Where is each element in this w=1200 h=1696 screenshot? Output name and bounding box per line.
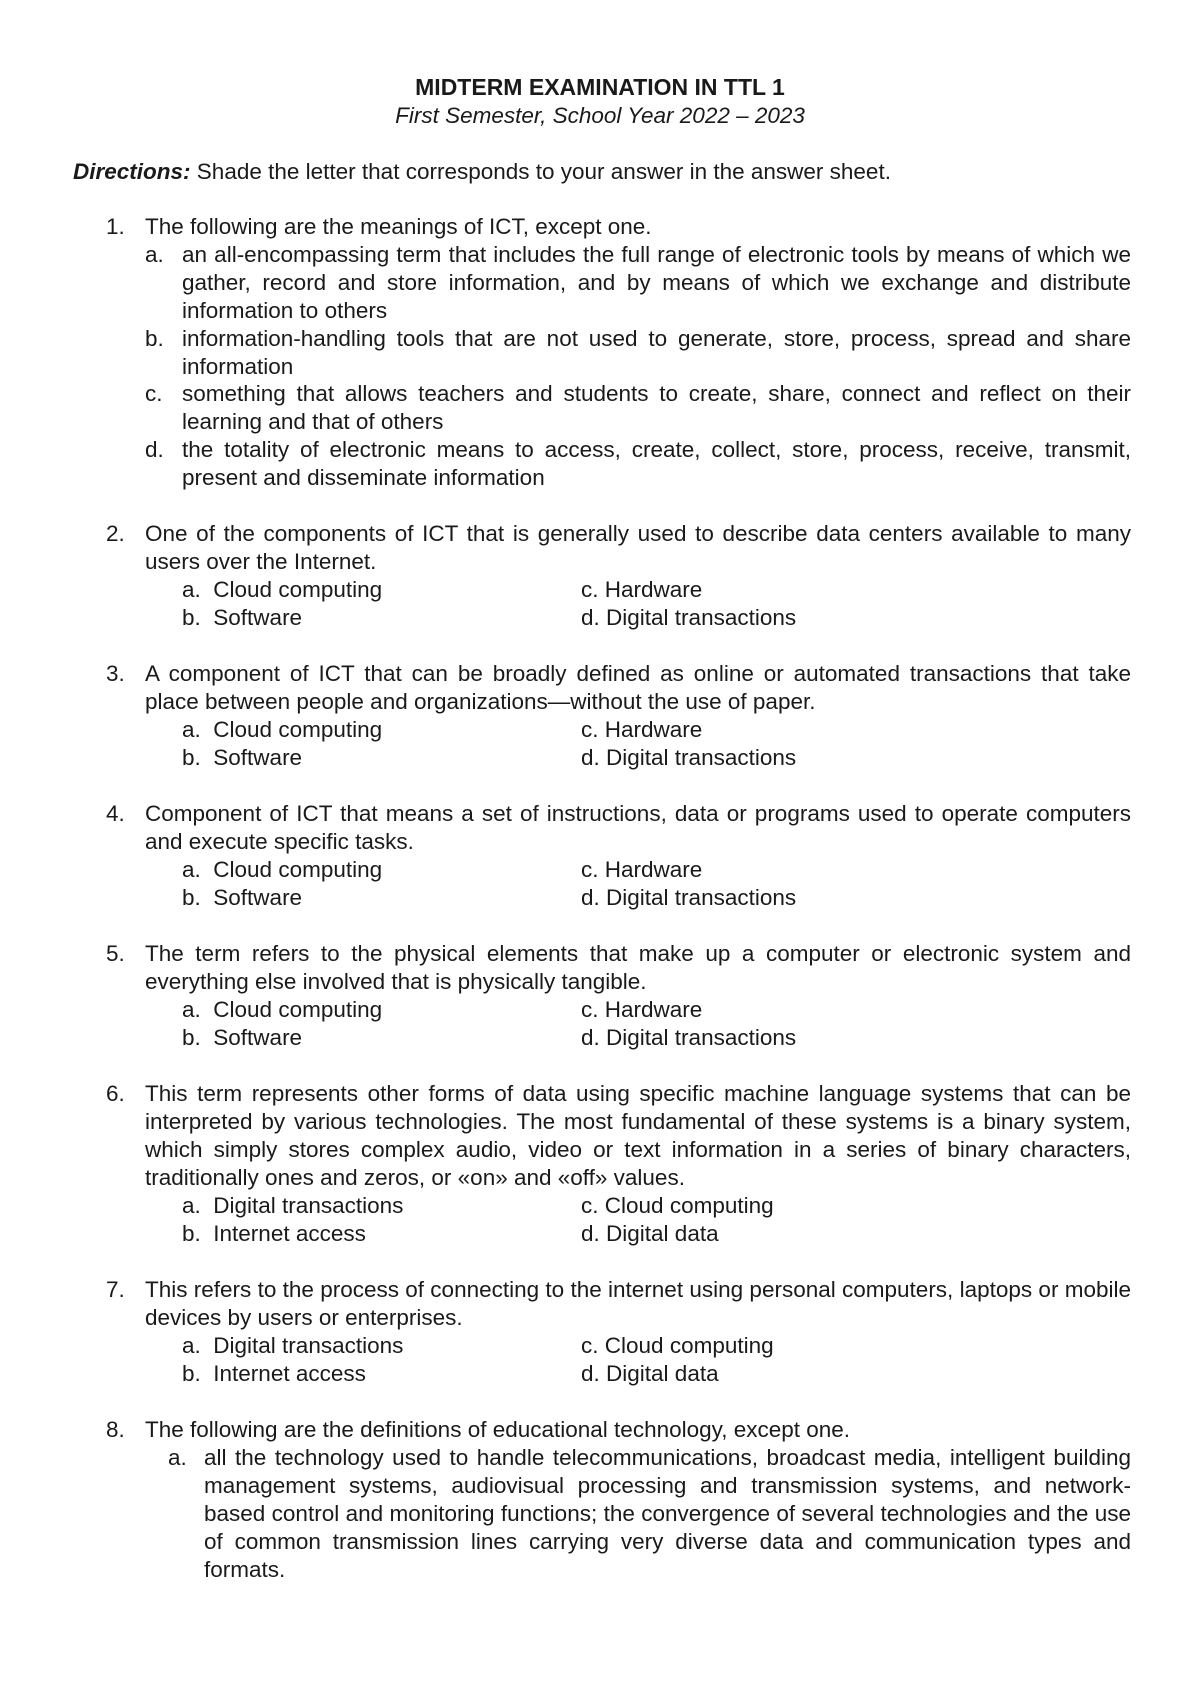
option-c — [581, 576, 702, 604]
question-text: The term refers to the physical elements that make up a computer or electronic system and everything else involved that is physically tangible. — [145, 941, 1131, 994]
exam-title: MIDTERM EXAMINATION IN TTL 1 — [415, 74, 785, 100]
option-letter: d. — [581, 1221, 600, 1246]
option-d — [581, 744, 796, 772]
option-c — [581, 716, 702, 744]
question-number: 2. — [106, 521, 125, 546]
option-a — [182, 576, 382, 604]
option-letter: d. — [145, 437, 164, 462]
option-text: Digital data — [606, 1221, 719, 1246]
option-text: Cloud computing — [213, 577, 383, 602]
option-text: Software — [213, 1025, 303, 1050]
directions-text: Shade the letter that corresponds to your answer in the answer sheet. — [196, 159, 891, 184]
option-c — [581, 996, 702, 1024]
option-letter: a. — [182, 1333, 201, 1358]
option-a — [182, 1192, 403, 1220]
option-letter: d. — [581, 1025, 600, 1050]
question-number: 3. — [106, 661, 125, 686]
option-c — [581, 1332, 774, 1360]
option-text: Digital transactions — [606, 885, 797, 910]
option-text: Hardware — [604, 577, 703, 602]
exam-subtitle: First Semester, School Year 2022 – 2023 — [395, 103, 805, 128]
question-text: This term represents other forms of data using specific machine language systems that can be interpreted by various technologies. The most fundamental of these systems is a binary system, which simply stores complex audio, video or text information in a series of binary characters, traditionally ones and zeros, or «on» and «off» values. — [145, 1081, 1131, 1190]
option-a — [182, 856, 382, 884]
option-text: Hardware — [604, 997, 703, 1022]
option-text: all the technology used to handle telecommunications, broadcast media, intelligent building management systems, audiovisual processing and transmission systems, and network-based control and monitoring functions; the convergence of several technologies and the use of common transmission lines carrying very diverse data and communication types and formats. — [204, 1445, 1131, 1582]
option-letter: a. — [182, 857, 201, 882]
question-text: The following are the meanings of ICT, except one. — [145, 214, 652, 239]
option-text: Internet access — [213, 1221, 366, 1246]
option-letter: a. — [182, 717, 201, 742]
option-letter: c. — [581, 1193, 599, 1218]
question-number: 6. — [106, 1081, 125, 1106]
option-b — [182, 1360, 366, 1388]
question-number: 8. — [106, 1417, 125, 1442]
option-letter: b. — [145, 326, 164, 351]
option-letter: c. — [145, 381, 163, 406]
option-letter: c. — [581, 577, 599, 602]
option-text: Hardware — [604, 717, 703, 742]
option-text: Cloud computing — [213, 997, 383, 1022]
question-text: A component of ICT that can be broadly defined as online or automated transactions that take place between people and organizations—without the use of paper. — [145, 661, 1131, 714]
option-letter: a. — [182, 997, 201, 1022]
option-a — [182, 716, 382, 744]
question-text: Component of ICT that means a set of instructions, data or programs used to operate computers and execute specific tasks. — [145, 801, 1131, 854]
option-b — [182, 1220, 366, 1248]
option-text: the totality of electronic means to access, create, collect, store, process, receive, transmit, present and disseminate information — [182, 437, 1131, 490]
option-a — [182, 996, 382, 1024]
option-letter: b. — [182, 1025, 201, 1050]
question-text: The following are the definitions of educational technology, except one. — [145, 1417, 851, 1442]
option-d — [581, 884, 796, 912]
option-text: Digital transactions — [606, 605, 797, 630]
option-text: Cloud computing — [213, 857, 383, 882]
question-text: One of the components of ICT that is generally used to describe data centers available to many users over the Internet. — [145, 521, 1131, 574]
directions — [73, 158, 1133, 186]
option-letter: b. — [182, 745, 201, 770]
option-text: Digital transactions — [213, 1333, 404, 1358]
option-text: Hardware — [604, 857, 703, 882]
option-text: Internet access — [213, 1361, 366, 1386]
option-b — [182, 744, 302, 772]
option-letter: d. — [581, 745, 600, 770]
option-letter: d. — [581, 885, 600, 910]
directions-label: Directions: — [73, 159, 191, 184]
option-text: information-handling tools that are not used to generate, store, process, spread and share information — [182, 326, 1131, 379]
option-letter: d. — [581, 1361, 600, 1386]
option-letter: c. — [581, 717, 599, 742]
option-letter: a. — [182, 1193, 201, 1218]
option-text: Software — [213, 605, 303, 630]
option-text: an all-encompassing term that includes the full range of electronic tools by means of which we gather, record and store information, and by means of which we exchange and distribute information to others — [182, 242, 1131, 323]
option-a — [182, 1332, 403, 1360]
option-c — [581, 1192, 774, 1220]
option-letter: b. — [182, 1361, 201, 1386]
question-text: This refers to the process of connecting to the internet using personal computers, laptops or mobile devices by users or enterprises. — [145, 1277, 1131, 1330]
option-letter: c. — [581, 857, 599, 882]
option-text: Digital transactions — [213, 1193, 404, 1218]
option-b — [182, 604, 302, 632]
option-text: Digital transactions — [606, 1025, 797, 1050]
option-letter: a. — [145, 242, 164, 267]
option-text: Digital data — [606, 1361, 719, 1386]
option-letter: d. — [581, 605, 600, 630]
option-d — [581, 604, 796, 632]
option-text: Digital transactions — [606, 745, 797, 770]
option-b — [182, 1024, 302, 1052]
question-number: 1. — [106, 214, 125, 239]
option-text: Cloud computing — [604, 1333, 774, 1358]
option-letter: b. — [182, 605, 201, 630]
option-b — [182, 884, 302, 912]
option-c — [581, 856, 702, 884]
option-letter: b. — [182, 885, 201, 910]
option-letter: c. — [581, 997, 599, 1022]
option-text: Software — [213, 885, 303, 910]
option-letter: b. — [182, 1221, 201, 1246]
option-text: Cloud computing — [213, 717, 383, 742]
option-text: Cloud computing — [604, 1193, 774, 1218]
option-d — [581, 1024, 796, 1052]
option-text: Software — [213, 745, 303, 770]
option-d — [581, 1220, 719, 1248]
option-text: something that allows teachers and students to create, share, connect and reflect on their learning and that of others — [182, 381, 1131, 434]
question-number: 4. — [106, 801, 125, 826]
option-d — [581, 1360, 719, 1388]
option-letter: a. — [182, 577, 201, 602]
question-number: 7. — [106, 1277, 125, 1302]
option-letter: a. — [168, 1445, 187, 1470]
option-letter: c. — [581, 1333, 599, 1358]
question-number: 5. — [106, 941, 125, 966]
